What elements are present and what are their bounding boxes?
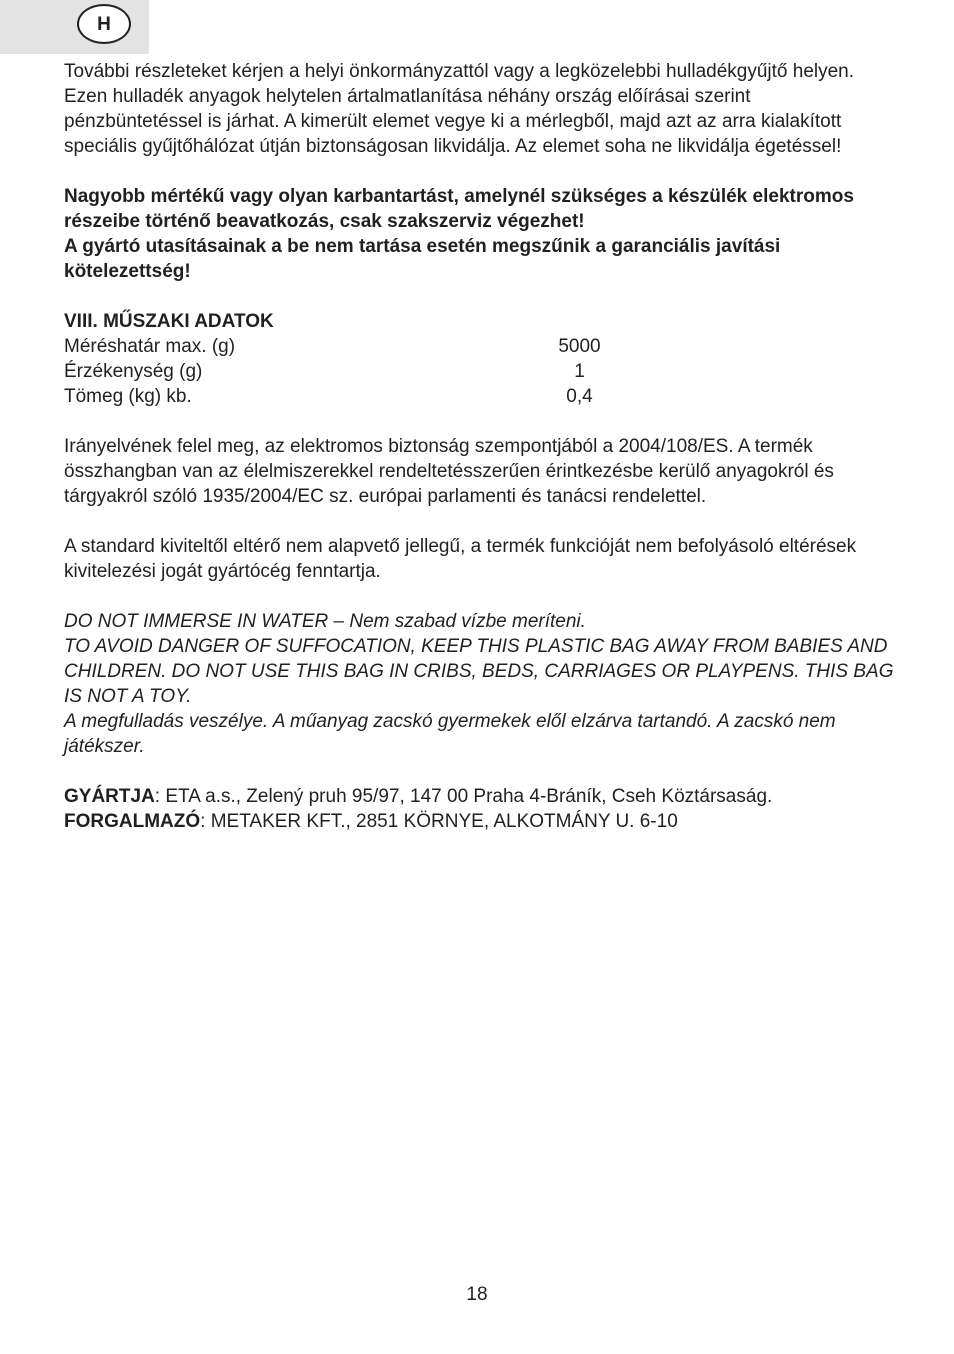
safety-warnings — [64, 609, 894, 759]
manufacturer-text: : ETA a.s., Zelený pruh 95/97, 147 00 Praha 4-Bráník, Cseh Köztársaság. — [154, 786, 773, 807]
spec-value: 0,4 — [566, 386, 593, 407]
modifications-paragraph: A standard kiviteltől eltérő nem alapvető jellegű, a termék funkcióját nem befolyásoló eltérések kivitelezési jogát gyártócég fenntartja. — [64, 536, 857, 582]
page-number: 18 — [466, 1284, 488, 1305]
spec-label: Tömeg (kg) kb. — [64, 386, 192, 407]
maintenance-warning — [64, 184, 894, 284]
spec-label: Méréshatár max. (g) — [64, 336, 236, 357]
maintenance-line-1: Nagyobb mértékű vagy olyan karbantartást, amelynél szükséges a készülék elektromos részeibe történő beavatkozás, csak szakszerviz végezhet! — [64, 186, 854, 232]
bag-warning-english: TO AVOID DANGER OF SUFFOCATION, KEEP THIS PLASTIC BAG AWAY FROM BABIES AND CHILDREN. DO NOT USE THIS BAG IN CRIBS, BEDS, CARRIAGES OR PLAYPENS. THIS BAG IS NOT A TOY. — [64, 636, 894, 707]
maintenance-line-2: A gyártó utasításainak a be nem tartása esetén megszűnik a garanciális javítási kötelezettség! — [64, 236, 781, 282]
spec-row — [64, 384, 894, 409]
disposal-paragraph: További részleteket kérjen a helyi önkormányzattól vagy a legközelebbi hulladékgyűjtő helyen. Ezen hulladék anyagok helytelen ártalmatlanítása néhány ország előírásai szerint pénzbüntetéssel is járhat. A kimerült elemet vegye ki a mérlegből, majd azt az arra kialakított speciális gyűjtőhálózat útján biztonságosan likvidálja. Az elemet soha ne likvidálja égetéssel! — [64, 61, 855, 157]
language-badge: H — [77, 4, 131, 44]
manufacturer-label: GYÁRTJA — [64, 786, 155, 807]
spec-row — [64, 334, 894, 359]
manufacturer-info — [64, 784, 894, 834]
language-tab — [0, 0, 149, 54]
spec-row — [64, 359, 894, 384]
technical-specs — [64, 309, 894, 409]
spec-label: Érzékenység (g) — [64, 361, 203, 382]
page-content — [64, 59, 894, 834]
compliance-paragraph: Irányelvének felel meg, az elektromos biztonság szempontjából a 2004/108/ES. A termék összhangban van az élelmiszerekkel rendeltetésszerűen érintkezésbe kerülő anyagokról és tárgyakról szóló 1935/2004/EC sz. európai parlamenti és tanácsi rendelettel. — [64, 436, 834, 507]
water-warning: DO NOT IMMERSE IN WATER – Nem szabad vízbe meríteni. — [64, 611, 586, 632]
distributor-text: : METAKER KFT., 2851 KÖRNYE, ALKOTMÁNY U. 6-10 — [200, 811, 678, 832]
spec-value: 1 — [574, 361, 585, 382]
spec-value: 5000 — [558, 336, 601, 357]
distributor-line — [64, 809, 894, 834]
bag-warning-hungarian: A megfulladás veszélye. A műanyag zacskó gyermekek elől elzárva tartandó. A zacskó nem játékszer. — [64, 711, 836, 757]
distributor-label: FORGALMAZÓ — [64, 811, 201, 832]
specs-heading: VIII. MŰSZAKI ADATOK — [64, 311, 274, 332]
manufacturer-line — [64, 784, 894, 809]
